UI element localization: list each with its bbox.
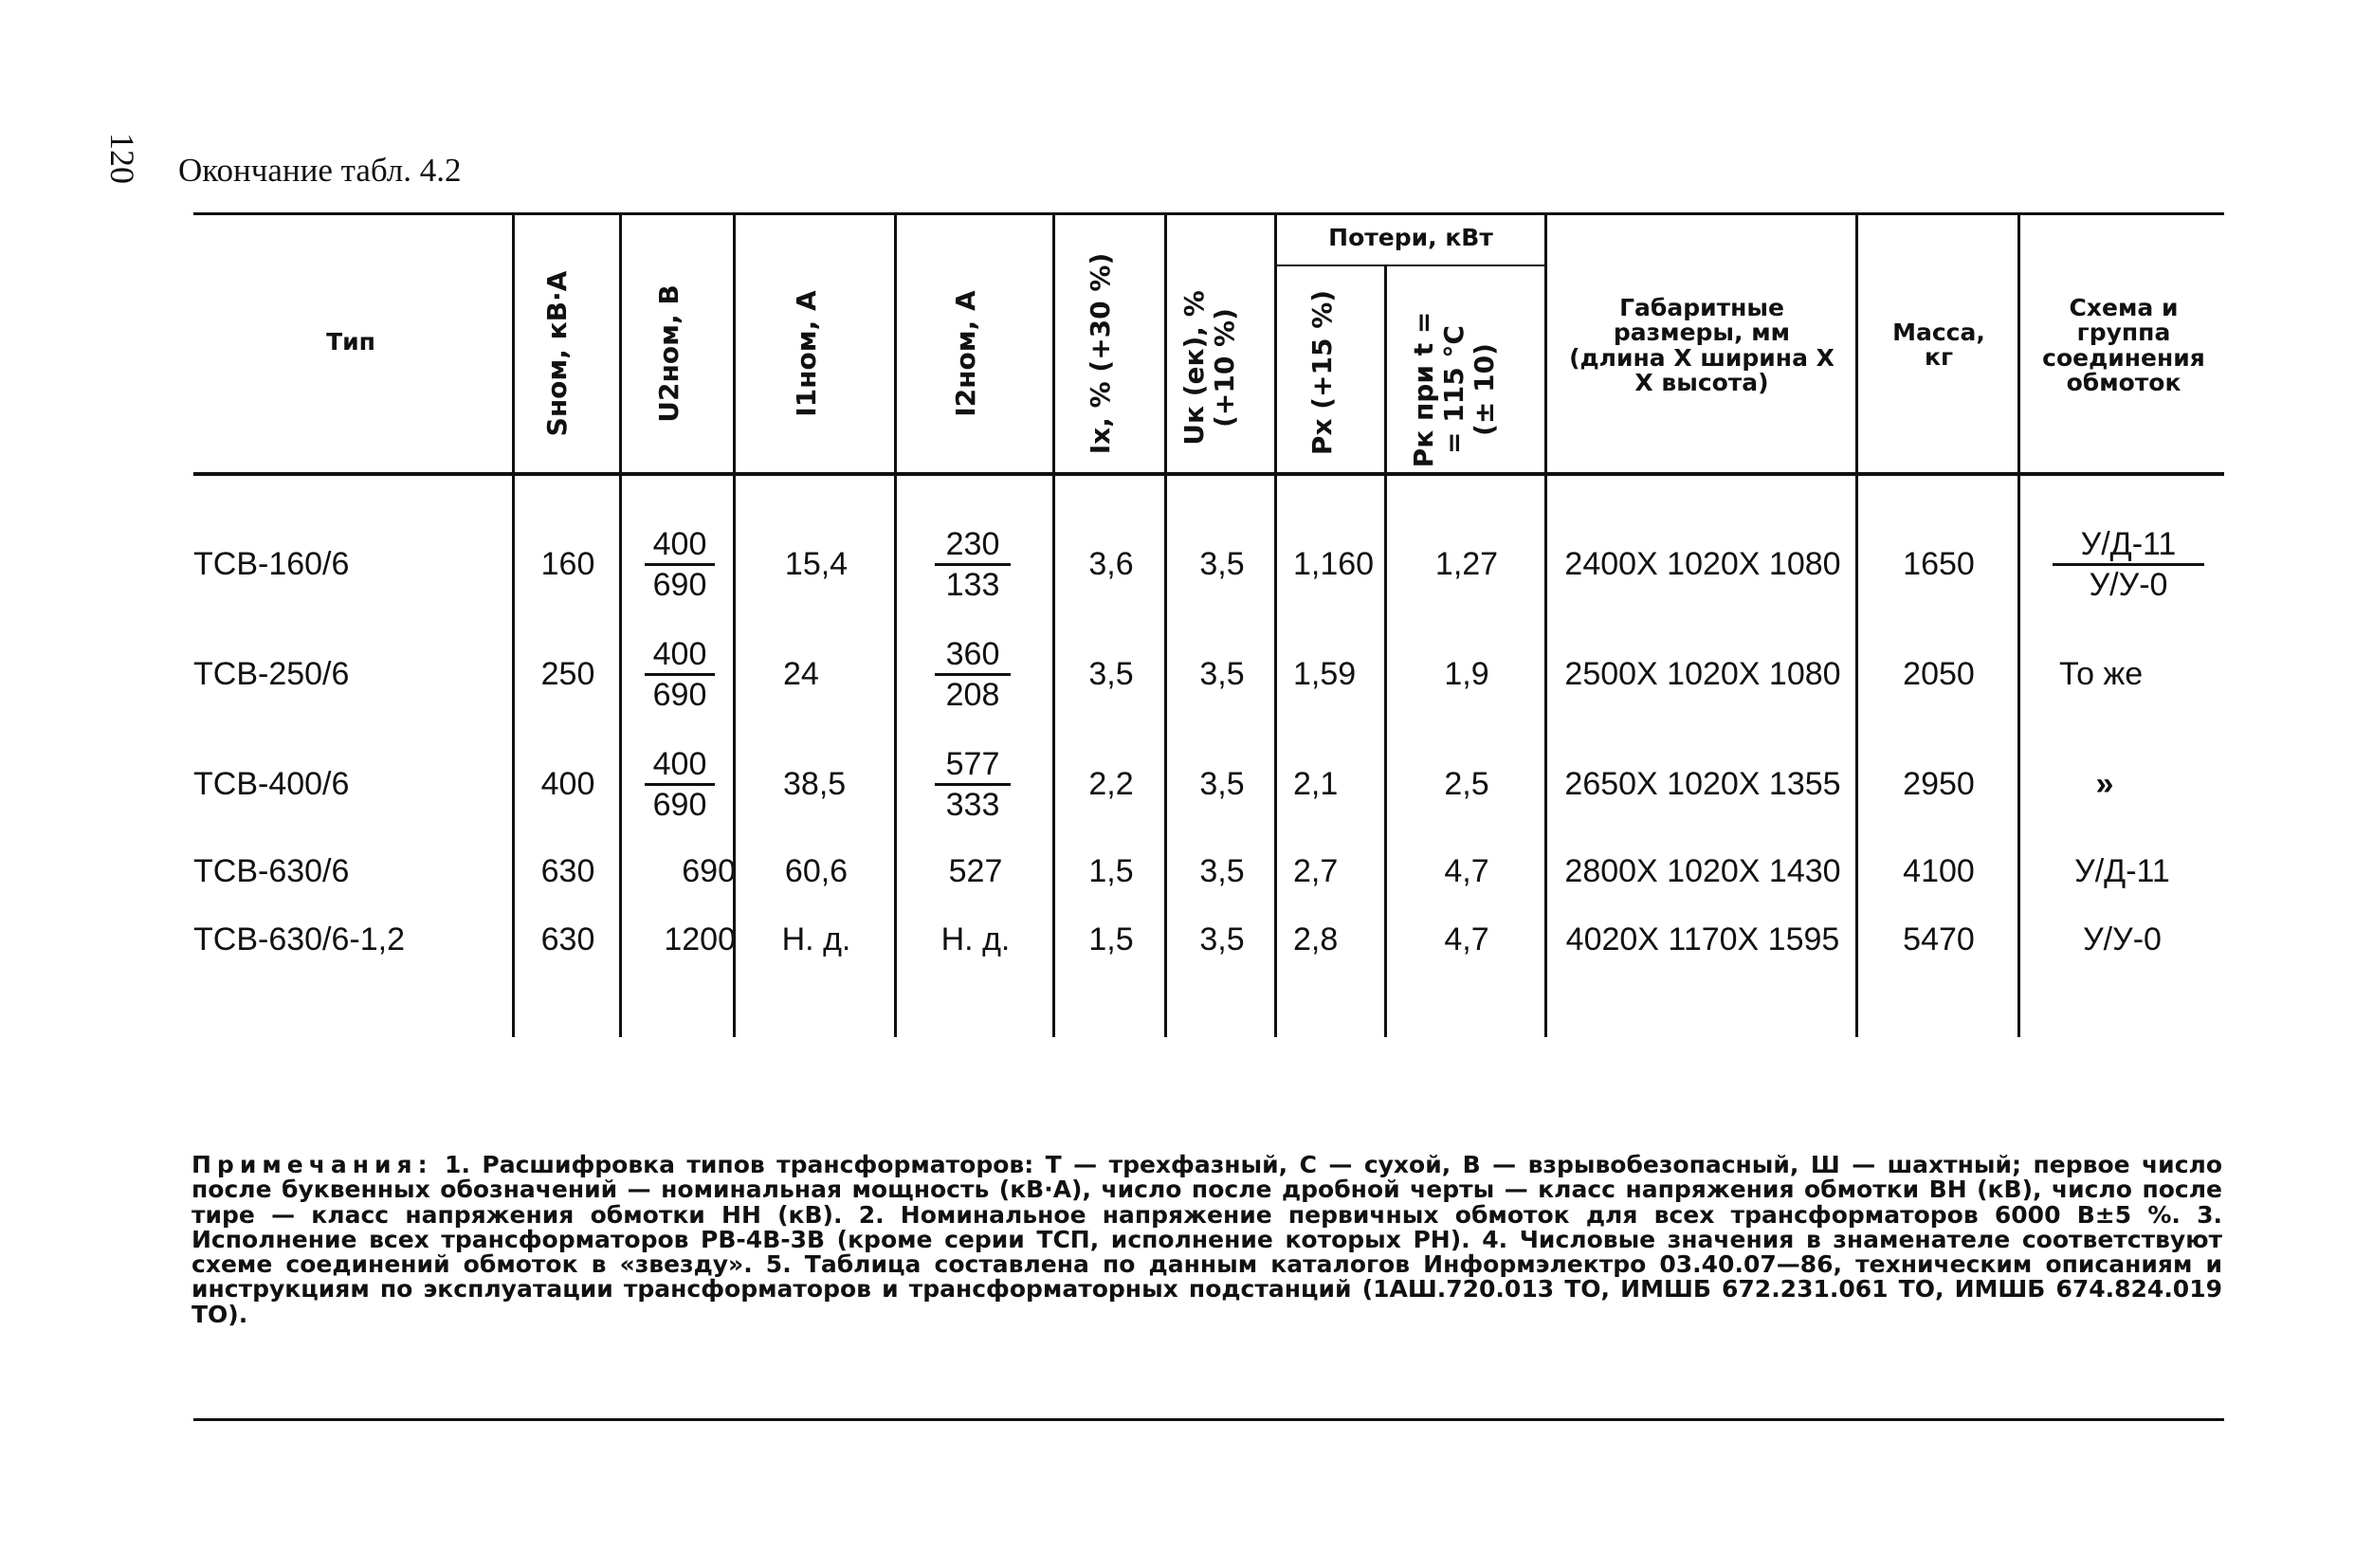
row2-i2-den: 208	[935, 673, 1011, 714]
header-scheme: Схема и группа соединения обмоток	[2042, 294, 2205, 396]
row2-type: ТСВ-250/6	[193, 656, 350, 692]
row3-s: 400	[540, 766, 595, 802]
row4-dims: 2800X 1020X 1430	[1564, 853, 1841, 889]
header-losses: Потери, кВт	[1328, 224, 1493, 251]
header-uk	[1179, 226, 1259, 510]
row5-dims: 4020X 1170X 1595	[1565, 921, 1840, 957]
row2-dims: 2500X 1020X 1080	[1564, 656, 1841, 692]
row1-u2	[645, 525, 715, 604]
row1-pk: 1,27	[1434, 546, 1499, 582]
row5-ix: 1,5	[1088, 921, 1134, 957]
page-number: 120	[103, 133, 141, 184]
row1-i1: 15,4	[784, 546, 849, 582]
row2-i2	[935, 635, 1011, 714]
header-uk-line1: Uк (eк), %	[1178, 290, 1210, 446]
table-caption: Окончание табл. 4.2	[178, 152, 462, 189]
header-type: Тип	[326, 328, 375, 356]
row4-uk: 3,5	[1199, 853, 1245, 889]
row5-u2: 1200	[664, 921, 736, 957]
row3-pk: 2,5	[1444, 766, 1489, 802]
row3-i2-den: 333	[935, 783, 1011, 824]
header-i2-nom: I2ном, А	[950, 290, 981, 417]
notes-label: Примечания:	[192, 1151, 433, 1178]
column-divider	[619, 214, 622, 1037]
row3-u2-num: 400	[652, 746, 707, 782]
header-pk	[1409, 247, 1521, 532]
row5-type: ТСВ-630/6-1,2	[193, 921, 405, 957]
row1-s: 160	[540, 546, 595, 582]
row1-u2-num: 400	[652, 526, 707, 562]
row2-mass: 2050	[1903, 656, 1975, 692]
row5-i2: Н. д.	[940, 921, 1011, 957]
column-divider	[1164, 214, 1167, 1037]
bottom-rule	[193, 1418, 2224, 1421]
row4-scheme: У/Д-11	[2074, 853, 2170, 889]
row2-uk: 3,5	[1199, 656, 1245, 692]
row5-s: 630	[540, 921, 595, 957]
row1-ix: 3,6	[1088, 546, 1134, 582]
row4-ix: 1,5	[1088, 853, 1134, 889]
row1-i2	[935, 525, 1011, 604]
row4-i2: 527	[948, 853, 1003, 889]
header-s-nom: Sном, кВ·А	[541, 270, 573, 437]
table-top-rule	[193, 212, 2224, 215]
row1-i2-den: 133	[935, 563, 1011, 604]
row3-i2-num: 577	[945, 746, 1000, 782]
row3-uk: 3,5	[1199, 766, 1245, 802]
row2-s: 250	[540, 656, 595, 692]
row3-i2	[935, 745, 1011, 824]
row2-pk: 1,9	[1444, 656, 1489, 692]
row4-px: 2,7	[1293, 853, 1339, 889]
row5-scheme: У/У-0	[2083, 921, 2162, 957]
header-pk-line1: Pк при t =	[1408, 311, 1439, 468]
row1-mass: 1650	[1903, 546, 1975, 582]
row3-u2	[645, 745, 715, 824]
row3-u2-den: 690	[645, 783, 715, 824]
column-divider	[512, 214, 515, 1037]
header-pk-line2: = 115 °С	[1438, 325, 1470, 454]
column-divider	[1855, 214, 1858, 1037]
row2-ix: 3,5	[1088, 656, 1134, 692]
column-divider	[733, 214, 736, 1037]
row1-px: 1,160	[1293, 546, 1375, 582]
row1-i2-num: 230	[945, 526, 1000, 562]
notes-text: 1. Расшифровка типов трансформаторов: Т — трехфазный, С — сухой, В — взрывобезопасный, Ш — шахтный; первое число после буквенных обозначений — номинальная мощность (кВ·А), число после дробной черты — класс напряжения обмотки ВН (кВ), число после тире — класс напряжения обмотки НН (кВ). 2. Номинальное напряжение первичных обмоток для всех трансформаторов 6000 В±5 %. 3. Исполнение всех трансформаторов РВ-4В-3В (кроме серии ТСП, исполнение которых РН). 4. Числовые значения в знаменателе соответствуют схеме соединений обмоток в «звезду». 5. Таблица составлена по данным каталогов Информэлектро 03.40.07—86, техническим описаниям и инструкциям по эксплуатации трансформаторов и трансформаторных подстанций (1АШ.720.013 ТО, ИМШБ 672.231.061 ТО, ИМШБ 674.824.019 ТО).	[192, 1151, 2222, 1328]
row2-i1: 24	[783, 656, 819, 692]
header-px: Px (+15 %)	[1306, 289, 1338, 456]
row1-u2-den: 690	[645, 563, 715, 604]
row3-dims: 2650X 1020X 1355	[1564, 766, 1841, 802]
header-pk-line3: (± 10)	[1469, 343, 1501, 436]
row1-dims: 2400X 1020X 1080	[1564, 546, 1841, 582]
row2-u2-num: 400	[652, 636, 707, 672]
column-divider	[2017, 214, 2020, 1037]
row5-pk: 4,7	[1444, 921, 1489, 957]
row3-mass: 2950	[1903, 766, 1975, 802]
row5-px: 2,8	[1293, 921, 1339, 957]
row1-type: ТСВ-160/6	[193, 546, 350, 582]
column-divider	[894, 214, 897, 1037]
row1-scheme-num: У/Д-11	[2080, 526, 2177, 562]
header-u2-nom: U2ном, В	[653, 284, 685, 423]
column-divider	[1274, 214, 1277, 1037]
row1-scheme-den: У/У-0	[2053, 563, 2204, 604]
row1-uk: 3,5	[1199, 546, 1245, 582]
column-divider	[1052, 214, 1055, 1037]
row5-i1: Н. д.	[781, 921, 851, 957]
row3-px: 2,1	[1293, 766, 1339, 802]
row5-mass: 5470	[1903, 921, 1975, 957]
header-i1-nom: I1ном, А	[791, 290, 822, 417]
row4-pk: 4,7	[1444, 853, 1489, 889]
row2-px: 1,59	[1293, 656, 1357, 692]
row4-s: 630	[540, 853, 595, 889]
row4-type: ТСВ-630/6	[193, 853, 350, 889]
header-ix: Iх, % (+30 %)	[1085, 252, 1116, 455]
header-mass: Масса, кг	[1892, 319, 1985, 372]
row2-u2	[645, 635, 715, 714]
row4-u2: 690	[682, 853, 736, 889]
row4-i1: 60,6	[784, 853, 849, 889]
row2-scheme: То же	[2059, 656, 2144, 692]
row2-u2-den: 690	[645, 673, 715, 714]
row4-mass: 4100	[1903, 853, 1975, 889]
row1-scheme	[2053, 525, 2204, 604]
row3-type: ТСВ-400/6	[193, 766, 350, 802]
row3-scheme: »	[2095, 766, 2114, 802]
header-uk-line2: (+10 %)	[1209, 308, 1241, 428]
row2-i2-num: 360	[945, 636, 1000, 672]
table-notes	[192, 1153, 2222, 1327]
row3-i1: 38,5	[783, 766, 847, 802]
row5-uk: 3,5	[1199, 921, 1245, 957]
header-dims: Габаритные размеры, мм (длина X ширина X X высота)	[1569, 294, 1835, 396]
column-divider	[1544, 214, 1547, 1037]
row3-ix: 2,2	[1088, 766, 1134, 802]
